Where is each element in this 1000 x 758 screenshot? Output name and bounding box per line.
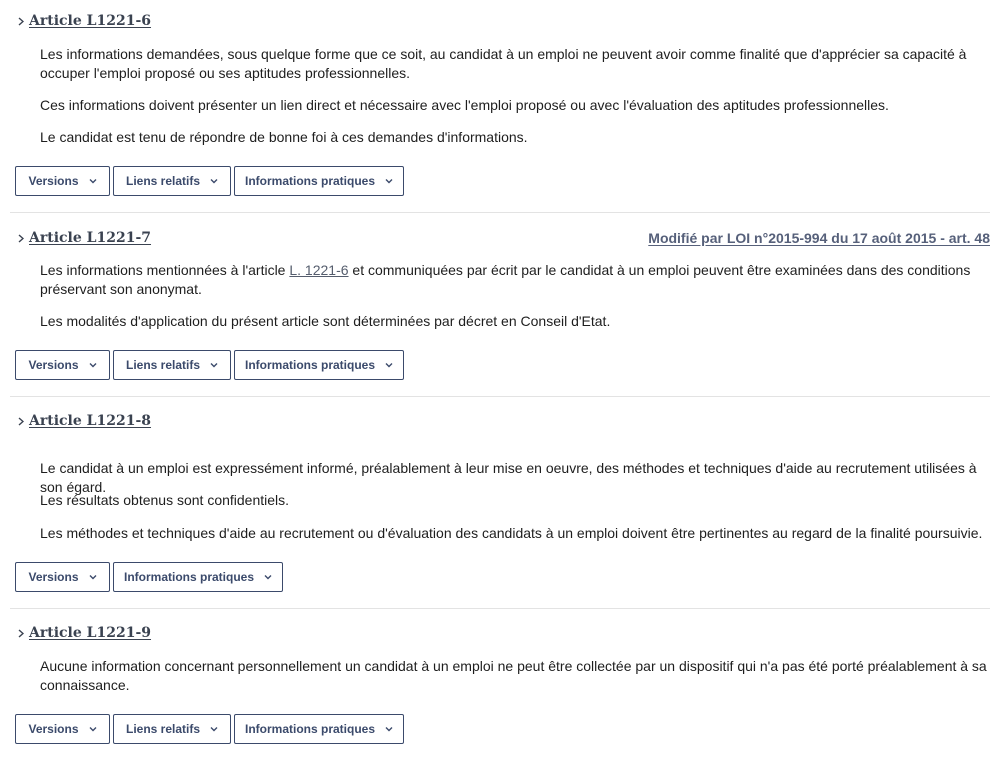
button-label: Liens relatifs [125, 722, 201, 736]
chevron-down-icon [210, 362, 218, 368]
informations-pratiques-button[interactable] [113, 562, 283, 592]
chevron-down-icon [210, 726, 218, 732]
article-title[interactable]: Article L1221-9 [29, 625, 152, 641]
button-label: Informations pratiques [123, 570, 254, 584]
chevron-down-icon [89, 178, 97, 184]
chevron-down-icon [385, 362, 393, 368]
article-paragraph: Les modalités d'application du présent article sont déterminées par décret en Conseil d'Etat. [40, 313, 611, 329]
article-header [18, 410, 990, 432]
button-label: Liens relatifs [125, 358, 201, 372]
liens-relatifs-button[interactable] [113, 166, 231, 196]
article-paragraph: Les résultats obtenus sont confidentiels. [40, 492, 290, 508]
chevron-down-icon [89, 574, 97, 580]
versions-button[interactable] [15, 350, 110, 380]
button-label: Informations pratiques [244, 174, 375, 188]
liens-relatifs-button[interactable] [113, 350, 231, 380]
article-header [18, 10, 990, 32]
button-label: Versions [28, 722, 79, 736]
chevron-right-icon[interactable] [18, 410, 26, 432]
article-separator [10, 212, 990, 213]
paragraph-text: et communiquées par écrit par le candidat à un emploi peuvent être examinées dans des conditions préservant son anonymat. [40, 262, 971, 297]
button-label: Versions [28, 358, 79, 372]
button-label: Liens relatifs [125, 174, 201, 188]
versions-button[interactable] [15, 562, 110, 592]
chevron-right-icon[interactable] [18, 10, 26, 32]
chevron-down-icon [385, 178, 393, 184]
chevron-down-icon [89, 362, 97, 368]
button-label: Informations pratiques [244, 722, 375, 736]
chevron-down-icon [385, 726, 393, 732]
article-paragraph: Les informations demandées, sous quelque forme que ce soit, au candidat à un emploi ne peuvent avoir comme finalité que d'apprécier sa capacité à occuper l'emploi proposé ou ses aptitudes professionnelles. [40, 46, 967, 81]
paragraph-text: Les informations mentionnées à l'article [40, 262, 290, 278]
versions-button[interactable] [15, 166, 110, 196]
button-label: Versions [28, 174, 79, 188]
article-separator [10, 608, 990, 609]
chevron-right-icon[interactable] [18, 227, 26, 249]
chevron-down-icon [264, 574, 272, 580]
article-reference-link[interactable]: L. 1221-6 [289, 262, 349, 278]
article-paragraph: Aucune information concernant personnellement un candidat à un emploi ne peut être collectée par un dispositif qui n'a pas été porté préalablement à sa connaissance. [40, 658, 987, 693]
chevron-down-icon [210, 178, 218, 184]
article-paragraph [40, 261, 990, 299]
article-title[interactable]: Article L1221-8 [29, 413, 152, 429]
informations-pratiques-button[interactable] [234, 350, 404, 380]
article-header [18, 622, 990, 644]
article-title[interactable]: Article L1221-6 [29, 13, 152, 29]
liens-relatifs-button[interactable] [113, 714, 231, 744]
button-label: Versions [28, 570, 79, 584]
article-paragraph: Le candidat est tenu de répondre de bonne foi à ces demandes d'informations. [40, 129, 528, 145]
article-paragraph: Ces informations doivent présenter un lien direct et nécessaire avec l'emploi proposé ou avec l'évaluation des aptitudes professionnelles. [40, 97, 889, 113]
article-paragraph: Le candidat à un emploi est expressément informé, préalablement à leur mise en oeuvre, des méthodes et techniques d'aide au recrutement utilisées à son égard. [40, 460, 977, 495]
chevron-down-icon [89, 726, 97, 732]
informations-pratiques-button[interactable] [234, 166, 404, 196]
versions-button[interactable] [15, 714, 110, 744]
chevron-right-icon[interactable] [18, 622, 26, 644]
article-paragraph: Les méthodes et techniques d'aide au recrutement ou d'évaluation des candidats à un emploi doivent être pertinentes au regard de la finalité poursuivie. [40, 525, 983, 541]
article-header [18, 227, 990, 249]
article-separator [10, 396, 990, 397]
button-label: Informations pratiques [244, 358, 375, 372]
modification-link[interactable]: Modifié par LOI n°2015-994 du 17 août 2015 - art. 48 [648, 230, 990, 246]
article-title[interactable]: Article L1221-7 [29, 230, 152, 246]
informations-pratiques-button[interactable] [234, 714, 404, 744]
